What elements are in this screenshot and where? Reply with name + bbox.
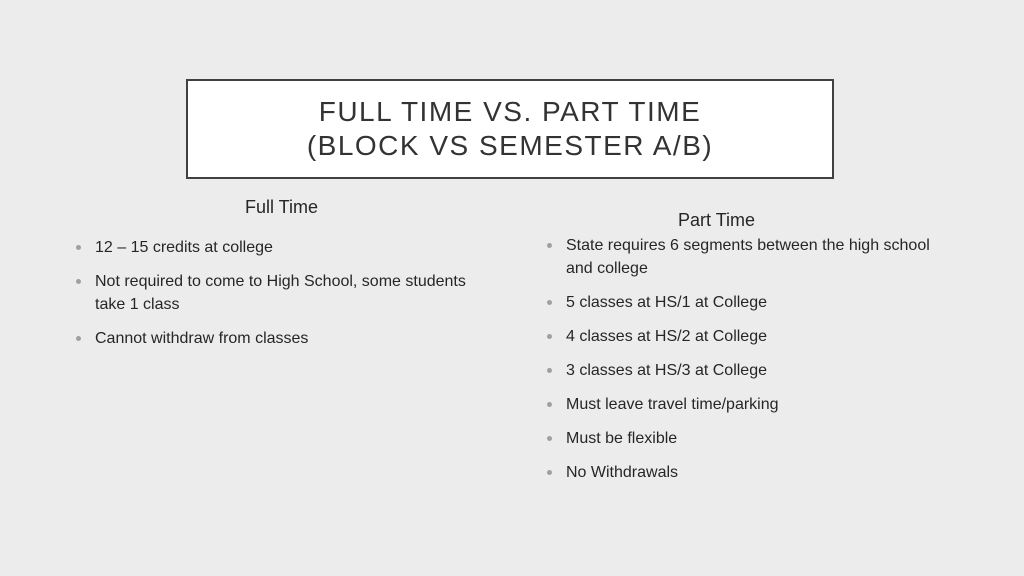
list-item-text: 3 classes at HS/3 at College — [566, 362, 767, 379]
list-item-text: State requires 6 segments between the high school and college — [566, 237, 930, 277]
bullet-dot-icon — [547, 300, 552, 305]
bullet-dot-icon — [547, 334, 552, 339]
part-time-heading: Part Time — [678, 210, 756, 230]
list-item — [547, 234, 947, 280]
bullet-dot-icon — [547, 402, 552, 407]
full-time-list — [76, 236, 466, 361]
bullet-dot-icon — [76, 245, 81, 250]
list-item — [76, 236, 466, 259]
title-box — [186, 79, 834, 179]
list-item-text: 5 classes at HS/1 at College — [566, 294, 767, 311]
part-time-list — [547, 234, 947, 495]
bullet-dot-icon — [76, 279, 81, 284]
list-item — [547, 325, 947, 348]
list-item-text: 4 classes at HS/2 at College — [566, 328, 767, 345]
bullet-dot-icon — [76, 336, 81, 341]
bullet-dot-icon — [547, 243, 552, 248]
bullet-dot-icon — [547, 436, 552, 441]
list-item — [547, 461, 947, 484]
list-item — [76, 327, 466, 350]
slide-title-line-1: FULL TIME VS. PART TIME — [318, 96, 702, 127]
list-item — [547, 393, 947, 416]
full-time-heading: Full Time — [245, 197, 319, 217]
list-item-text: No Withdrawals — [566, 464, 679, 481]
slide-title-line-2: (BLOCK VS SEMESTER A/B) — [306, 130, 714, 161]
list-item — [547, 359, 947, 382]
bullet-dot-icon — [547, 368, 552, 373]
list-item-text: Must be flexible — [566, 430, 678, 447]
list-item-text: Must leave travel time/parking — [566, 396, 779, 413]
list-item-text: Not required to come to High School, some students take 1 class — [95, 273, 466, 313]
list-item — [547, 291, 947, 314]
list-item-text: Cannot withdraw from classes — [95, 330, 309, 347]
list-item — [76, 270, 466, 316]
bullet-dot-icon — [547, 470, 552, 475]
list-item-text: 12 – 15 credits at college — [95, 239, 273, 256]
list-item — [547, 427, 947, 450]
